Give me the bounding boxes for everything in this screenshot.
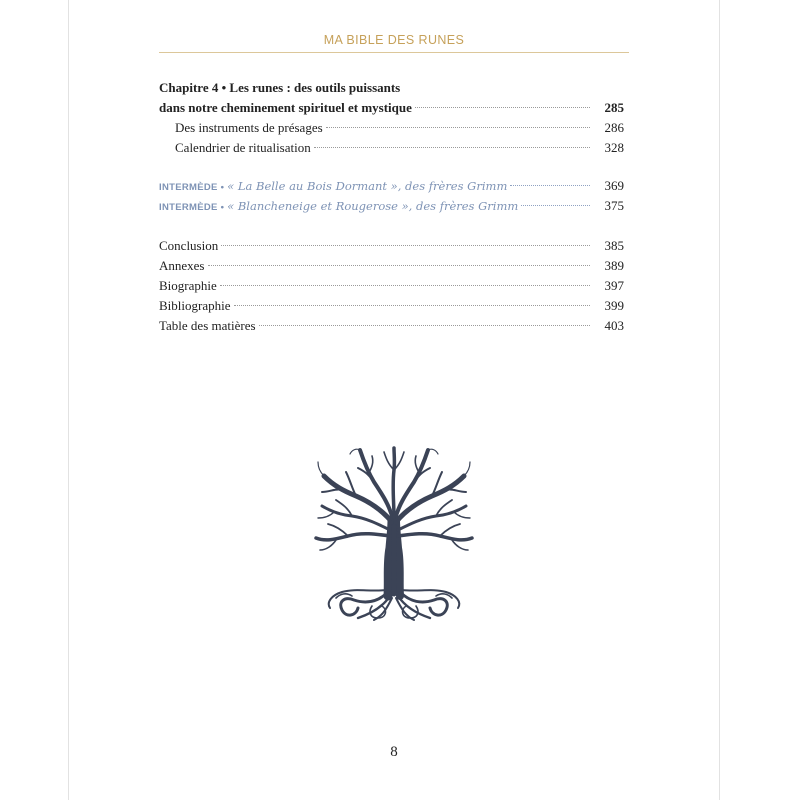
toc-page-number: 328: [604, 140, 624, 155]
dot-leader: [314, 147, 590, 148]
toc-entry[interactable]: [159, 276, 624, 296]
toc-page-number: 389: [604, 258, 624, 273]
dot-leader: [234, 305, 591, 306]
dot-leader: [521, 205, 590, 206]
page-number: 8: [390, 744, 398, 760]
dot-leader: [259, 325, 590, 326]
toc-subentry[interactable]: [159, 118, 624, 138]
toc-chapter-title-line2: dans notre cheminement spirituel et mystique: [159, 100, 412, 115]
toc-entry-label: Bibliographie: [159, 298, 231, 313]
toc-subentry[interactable]: [159, 138, 624, 158]
running-title: MA BIBLE DES RUNES: [323, 33, 465, 47]
intermede-prefix: INTERMÈDE •: [159, 182, 228, 193]
toc-chapter-entry[interactable]: [159, 98, 624, 118]
toc-page-number: 397: [604, 278, 624, 293]
toc-chapter-heading-line1: [159, 78, 624, 98]
dot-leader: [221, 245, 590, 246]
toc-entry[interactable]: [159, 236, 624, 256]
toc-entry-label: Conclusion: [159, 238, 219, 253]
toc-subentry-label: Calendrier de ritualisation: [175, 140, 311, 155]
toc-entry[interactable]: [159, 256, 624, 276]
toc-intermede-entry[interactable]: [159, 176, 624, 196]
toc-page-number: 375: [604, 198, 624, 213]
dot-leader: [510, 185, 590, 186]
toc-page-number: 403: [604, 318, 624, 333]
toc-page-number: 285: [604, 100, 624, 115]
toc-entry-label: Biographie: [159, 278, 217, 293]
toc-intermede-label: [159, 196, 518, 218]
toc-page-number: 369: [604, 178, 624, 193]
tree-of-life-icon: [312, 446, 476, 622]
book-page: [68, 0, 720, 800]
dot-leader: [415, 107, 590, 108]
toc-intermede-entry[interactable]: [159, 196, 624, 216]
toc-page-number: 286: [604, 120, 624, 135]
dot-leader: [208, 265, 591, 266]
toc-entry[interactable]: [159, 296, 624, 316]
table-of-contents: [159, 78, 624, 336]
dot-leader: [220, 285, 590, 286]
toc-entry-label: Table des matières: [159, 318, 256, 333]
toc-chapter-title-line1: Chapitre 4 • Les runes : des outils puissants: [159, 80, 401, 95]
toc-entry[interactable]: [159, 316, 624, 336]
intermede-title: « La Belle au Bois Dormant », des frères Grimm: [227, 179, 508, 193]
toc-subentry-label: Des instruments de présages: [175, 120, 323, 135]
toc-entry-label: Annexes: [159, 258, 205, 273]
header-rule: [159, 52, 629, 53]
intermede-title: « Blancheneige et Rougerose », des frères Grimm: [227, 199, 519, 213]
intermede-prefix: INTERMÈDE •: [159, 202, 228, 213]
dot-leader: [326, 127, 590, 128]
toc-page-number: 385: [604, 238, 624, 253]
toc-intermede-label: [159, 176, 507, 198]
toc-page-number: 399: [604, 298, 624, 313]
